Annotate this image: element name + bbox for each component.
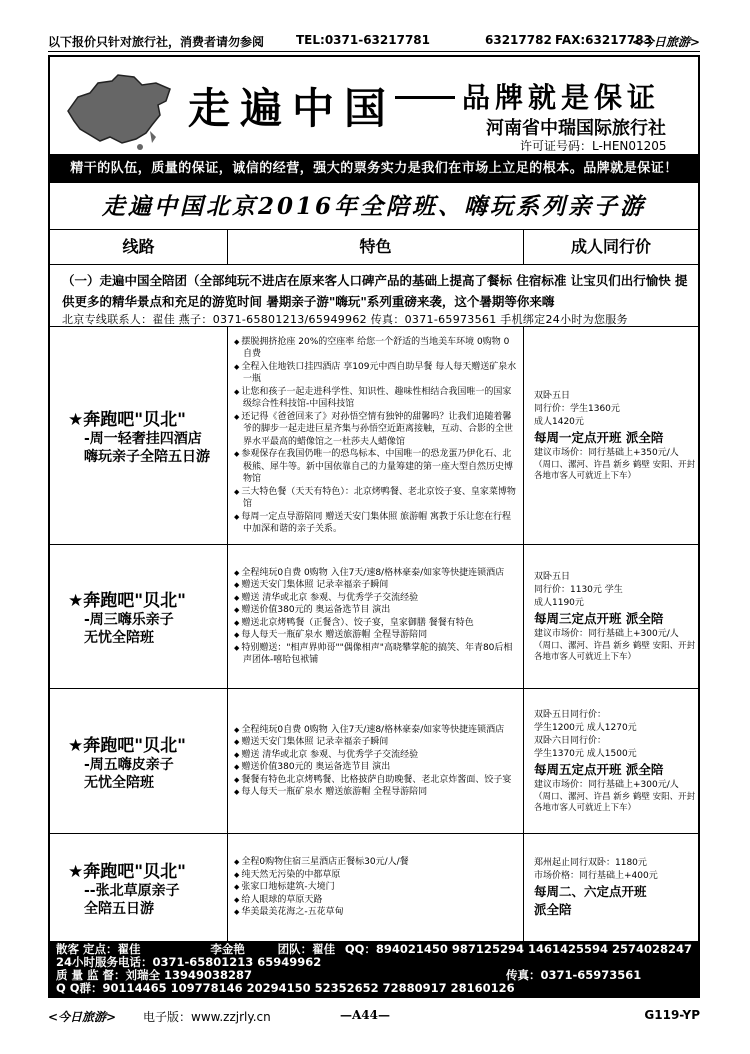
route-subtitle: -周一轻奢挂四酒店 (84, 431, 202, 447)
price-line: 每周三定点开班 派全陪 (534, 610, 664, 626)
price-cell (524, 545, 698, 688)
license-number: 许可证号码：L-HEN01205 (520, 139, 667, 153)
slogan-band: 精干的队伍，质量的保证，诚信的经营，强大的票务实力是我们在市场上立足的根本。品牌就是保证！ (50, 154, 698, 183)
intro-section (50, 265, 698, 327)
price-line: 建议市场价：同行基础上+300元/人 (534, 628, 679, 639)
route-name: ★奔跑吧"贝北" (68, 591, 186, 611)
footer-field: 质 量 监 督：刘瑞全 13949038287 (56, 968, 253, 982)
price-line: 学生1370元 成人1500元 (534, 748, 637, 759)
price-line: 双卧五日同行价： (534, 709, 607, 720)
price-line: 成人1190元 (534, 597, 584, 608)
tour-row (50, 327, 698, 545)
tour-row (50, 834, 698, 941)
top-rule (48, 51, 700, 52)
telephone: TEL:0371-63217781 (296, 33, 431, 47)
price-line: 双卧五日 (534, 571, 571, 582)
feature-item: ◆ 还记得《爸爸回来了》对孙悟空情有独钟的甜馨吗？让我们追随着馨爷的脚步一起走进巨星齐集与孙悟空近距离接触，互动、合影的全世界水平最高的蜡像馆之一杜莎夫人蜡像馆 (234, 411, 517, 449)
price-cell (524, 689, 698, 833)
feature-cell (228, 327, 524, 544)
feature-item: ◆ 摆脱拥挤抢座 20%的空座率 给您一个舒适的当地美车环境 0购物 0自费 (234, 336, 517, 361)
price-line: 同行价：1130元 学生 (534, 584, 623, 595)
feature-item: ◆ 参观保存在我国仍唯一的恐鸟标本、中国唯一的恐龙蛋乃伊化石、北极熊、犀牛等。新中国依靠自己的力量筹建的第一座大型自然历史博物馆 (234, 448, 517, 486)
feature-item: ◆ 全程入住地铁口挂四酒店 享109元中西自助早餐 每人每天赠送矿泉水一瓶 (234, 361, 517, 386)
price-line: 双卧五日 (534, 390, 571, 401)
route-subtitle: 全陪五日游 (84, 901, 154, 917)
price-line: 郑州起止同行双卧：1180元 (534, 857, 647, 868)
footer-field: Q Q群：90114465 109778146 20294150 52352652 72880917 28160126 (56, 981, 515, 995)
price-line: 每周一定点开班 派全陪 (534, 429, 664, 445)
feature-item: ◆ 全程纯玩0自费 0购物 入住7天/速8/格林豪泰/如家等快捷连锁酒店 (234, 567, 517, 580)
footer-field: 散客 定点：翟佳 (56, 942, 141, 956)
intro-text: （一）走遍中国全陪团（全部纯玩不进店在原来客人口碑产品的基础上提高了餐标 住宿标准 让宝贝们出行愉快 提供更多的精华景点和充足的游览时间 暑期亲子游"嗨玩"系列重磅来袭，这个暑期等你来嗨 (62, 273, 688, 309)
route-subtitle: --张北草原亲子 (84, 883, 180, 899)
feature-item: ◆ 餐餐有特色北京烤鸭餐、比格披萨自助晚餐、老北京炸酱面、饺子宴 (234, 774, 517, 787)
tour-row (50, 689, 698, 834)
feature-item: ◆ 赠送 清华或北京 参观、与优秀学子交流经验 (234, 592, 517, 605)
price-line: 每周五定点开班 派全陪 (534, 761, 664, 777)
footer-line (56, 982, 692, 995)
agency-only-notice: 以下报价只针对旅行社，消费者请勿参阅 (48, 35, 265, 49)
feature-item: ◆ 华美最美花海之-五花草甸 (234, 906, 517, 919)
bottom-brand: <今日旅游> (48, 1010, 117, 1024)
issue-code: G119-YP (644, 1008, 700, 1022)
publication-brand: <今日旅游> (631, 35, 700, 49)
price-line: 建议市场价：同行基础上+350元/人 (534, 447, 679, 458)
feature-item: ◆ 纯天然无污染的中都草原 (234, 869, 517, 882)
route-cell (50, 327, 228, 544)
footer-field (336, 982, 421, 995)
price-line: （周口、漯河、许昌 新乡 鹤壁 安阳、开封各地市客人可就近上下车） (534, 459, 696, 481)
feature-item: ◆ 张家口地标建筑-大境门 (234, 881, 517, 894)
price-line: 同行价：学生1360元 (534, 403, 620, 414)
footer-field (251, 982, 336, 995)
column-header-feature: 特色 (228, 229, 524, 265)
price-line: （周口、漯河、许昌 新乡 鹤壁 安阳、开封各地市客人可就近上下车） (534, 791, 696, 813)
price-line: （周口、漯河、许昌 新乡 鹤壁 安阳、开封各地市客人可就近上下车） (534, 640, 696, 662)
route-subtitle: 嗨玩亲子全陪五日游 (84, 449, 210, 465)
feature-item: ◆ 特别赠送："相声界帅哥""偶像相声"高晓攀掌舵的搞笑、年青80后相声团体-嘻哈包袱铺 (234, 642, 517, 667)
page-number: —A44— (340, 1008, 391, 1022)
route-cell (50, 689, 228, 833)
feature-cell (228, 689, 524, 833)
telephone-2: 63217782 (485, 33, 552, 47)
route-name: ★奔跑吧"贝北" (68, 862, 186, 882)
route-subtitle: 无忧全陪班 (84, 630, 154, 646)
price-line: 建议市场价：同行基础上+300元/人 (534, 779, 679, 790)
footer-field: 李金艳 (210, 942, 245, 956)
fax: FAX:63217783 (555, 33, 652, 47)
top-info-bar (48, 31, 700, 51)
price-line: 双卧六日同行价： (534, 735, 607, 746)
intro-contact: 北京专线联系人：翟佳 燕子：0371-65801213/65949962 传真：0371-65973561 手机绑定24小时为您服务 (62, 313, 628, 326)
feature-cell (228, 545, 524, 688)
feature-item: ◆ 赠送天安门集体照 记录幸福亲子瞬间 (234, 579, 517, 592)
column-header-route: 线路 (50, 229, 228, 265)
tour-row (50, 545, 698, 689)
price-line: 市场价格：同行基础上+400元 (534, 870, 658, 881)
website: 电子版：www.zzjrly.cn (143, 1010, 271, 1024)
feature-item: ◆ 每人每天一瓶矿泉水 赠送旅游帽 全程导游陪同 (234, 629, 517, 642)
feature-item: ◆ 赠送价值380元的 奥运备选节目 演出 (234, 604, 517, 617)
route-subtitle: -周三嗨乐亲子 (84, 612, 174, 628)
route-cell (50, 545, 228, 688)
price-line: 每周二、六定点开班 (534, 883, 647, 899)
feature-item: ◆ 赠送 清华或北京 参观、与优秀学子交流经验 (234, 749, 517, 762)
china-map-icon (60, 71, 178, 151)
feature-item: ◆ 让您和孩子一起走进科学性、知识性、趣味性相结合我国唯一的国家级综合性科技馆-中国科技馆 (234, 386, 517, 411)
route-name: ★奔跑吧"贝北" (68, 735, 186, 756)
company-name: 河南省中瑞国际旅行社 (486, 118, 666, 139)
feature-item: ◆ 每人每天一瓶矿泉水 赠送旅游帽 全程导游陪同 (234, 786, 517, 799)
route-cell (50, 834, 228, 941)
feature-item: ◆ 赠送北京烤鸭餐（正餐含）、饺子宴，皇家御膳 餐餐有特色 (234, 617, 517, 630)
price-cell (524, 834, 698, 941)
header (50, 57, 698, 154)
price-line: 学生1200元 成人1270元 (534, 722, 637, 733)
feature-item: ◆ 赠送天安门集体照 记录幸福亲子瞬间 (234, 736, 517, 749)
footer-field: 24小时服务电话：0371-65801213 65949962 (56, 955, 322, 969)
feature-item: ◆ 给人眼球的草原天路 (234, 894, 517, 907)
title-dash (395, 96, 455, 99)
footer-field (251, 956, 336, 969)
ad-frame (48, 55, 700, 998)
feature-item: ◆ 全程0购物住宿三星酒店正餐标30元/人/餐 (234, 856, 517, 869)
brand-slogan: 品牌就是保证 (462, 81, 661, 114)
footer-field: QQ：894021450 987125294 1461425594 2574028247 (344, 942, 692, 956)
feature-cell (228, 834, 524, 941)
price-line: 成人1420元 (534, 416, 584, 427)
feature-item: ◆ 全程纯玩0自费 0购物 入住7天/速8/格林豪泰/如家等快捷连锁酒店 (234, 724, 517, 737)
footer-contacts (50, 941, 698, 996)
tour-series-title: 走遍中国北京2016年全陪班、嗨玩系列亲子游 (101, 193, 646, 220)
column-header-price: 成人同行价 (524, 229, 698, 265)
route-subtitle: -周五嗨皮亲子 (84, 756, 174, 773)
footer-field: 传真：0371-65973561 (506, 968, 642, 982)
route-name: ★奔跑吧"贝北" (68, 410, 186, 430)
price-line: 派全陪 (534, 901, 572, 917)
brand-title: 走遍中国 (188, 84, 397, 133)
feature-item: ◆ 三大特色餐（天天有特色）：北京烤鸭餐、老北京饺子宴、皇家菜博物馆 (234, 486, 517, 511)
route-subtitle: 无忧全陪班 (84, 774, 154, 791)
feature-item: ◆ 每周一定点导游陪同 赠送天安门集体照 旅游帽 寓教于乐让您在行程中加深和谐的亲子关系。 (234, 511, 517, 536)
price-cell (524, 327, 698, 544)
feature-item: ◆ 赠送价值380元的 奥运备选节目 演出 (234, 761, 517, 774)
footer-field (336, 956, 421, 969)
footer-field: 团队：翟佳 (277, 942, 336, 956)
